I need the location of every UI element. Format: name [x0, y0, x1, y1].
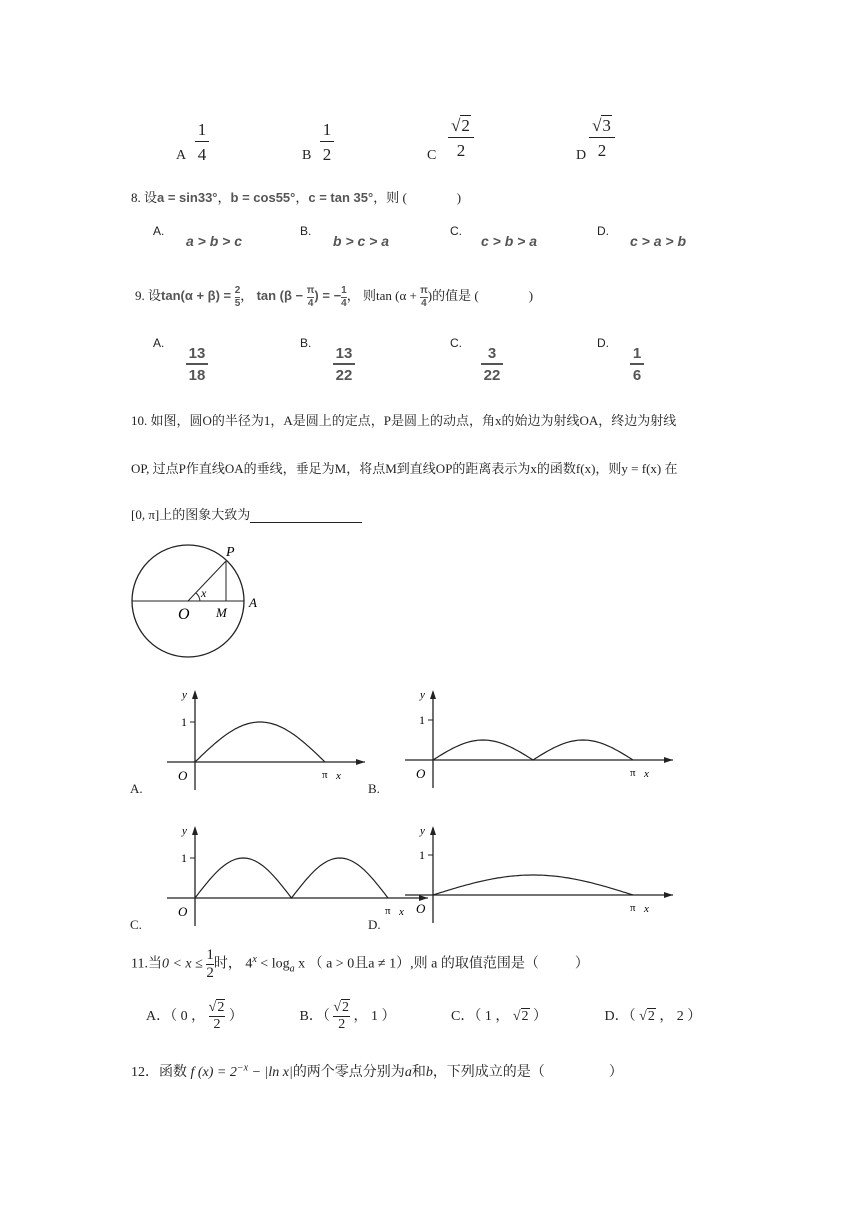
- q11-option-b: B．（ $\frac{√2}{2}$ ， 1 ）: [299, 1000, 396, 1033]
- x-axis-label: x: [644, 903, 649, 915]
- y-tick-label-1: 1: [419, 848, 425, 862]
- q8-option-d-letter: D.: [597, 224, 609, 238]
- q10-line-2: OP, 过点P作直线OA的垂线，垂足为M，将点M到直线OP的距离表示为x的函数f(x)，则y = f(x) 在: [131, 461, 678, 476]
- y-axis-arrow: [192, 690, 198, 699]
- y-axis-arrow: [430, 826, 436, 835]
- q9-stem: 9. 设$\tan(\alpha + \beta) = \frac{2}{5}$， $\tan (\beta - \frac{\pi}{4}) = -\frac{1}{4}$， 则$\tan (\alpha + \frac{\pi}{4})$的值是 ( ): [135, 284, 534, 309]
- y-axis-arrow: [430, 690, 436, 699]
- x-axis-label: x: [399, 906, 404, 918]
- graph-curve: [433, 875, 633, 895]
- graph-curve: [195, 722, 325, 762]
- y-axis-arrow: [192, 826, 198, 835]
- graph-curve: [433, 740, 633, 760]
- q9-option-a-letter: A.: [153, 336, 165, 350]
- q11-stem: 11.当$0 < x \le \frac{1}{2}$时， $4^x < \log_a x$ （ a > 0且a ≠ 1）,则 a 的取值范围是（ ）: [131, 946, 589, 981]
- q9-option-c-letter: C.: [450, 336, 462, 350]
- q8-option-a-expr: a > b > c: [186, 233, 243, 249]
- q11-option-a: A．（ 0 ， $\frac{√2}{2}$ ）: [146, 1000, 243, 1033]
- q9-option-d-letter: D.: [597, 336, 609, 350]
- graph-d: [368, 820, 649, 938]
- q9-option-b-letter: B.: [300, 336, 312, 350]
- graph-d-letter: D.: [368, 917, 381, 932]
- q8-stem: 8. 设a = sin33°，b = cos55°，c = tan 35°，则 ( ): [131, 190, 462, 205]
- q9-option-d-fraction: 1 6: [630, 346, 644, 383]
- circle-label-p: P: [226, 545, 235, 560]
- q7-option-b-letter: B: [302, 148, 312, 163]
- origin-label: O: [178, 904, 188, 919]
- graph-c-letter: C.: [130, 917, 142, 932]
- graph-a: [130, 684, 370, 802]
- q11-option-d: D．（ √2 ， 2 ）: [604, 1009, 702, 1024]
- y-tick-label-1: 1: [181, 851, 187, 865]
- circle-label-a: A: [249, 595, 257, 610]
- circle-label-x: x: [201, 586, 207, 600]
- q10-circle-figure: [128, 542, 278, 662]
- x-tick-label-pi: π: [385, 905, 391, 917]
- x-tick-label-pi: π: [322, 769, 328, 781]
- origin-label: O: [416, 901, 426, 916]
- q8-option-b-letter: B.: [300, 224, 312, 238]
- origin-label: O: [416, 766, 426, 781]
- circle-label-o: O: [178, 606, 190, 623]
- x-axis-label: x: [336, 770, 341, 782]
- graph-a-letter: A.: [130, 781, 143, 796]
- q10-line-3: [0, π]上的图象大致为: [131, 504, 362, 523]
- q11-options: [146, 1000, 701, 1034]
- x-axis-arrow: [664, 757, 673, 763]
- q8-option-a-letter: A.: [153, 224, 165, 238]
- q7-option-c-letter: C: [427, 148, 437, 163]
- x-axis-label: x: [644, 768, 649, 780]
- q11-option-c: C．（ 1 ， √2 ）: [451, 1009, 548, 1024]
- q8-option-d-expr: c > a > b: [630, 233, 687, 249]
- q7-option-b-fraction: 1 2: [320, 121, 334, 163]
- q7-option-d-letter: D: [576, 148, 587, 163]
- graph-c: [130, 820, 404, 938]
- graph-b: [368, 684, 649, 802]
- q9-option-b-fraction: 13 22: [333, 346, 355, 383]
- q7-option-a-letter: A: [176, 148, 187, 163]
- x-axis-arrow: [664, 892, 673, 898]
- q9-option-a-fraction: 13 18: [186, 346, 208, 383]
- y-axis-label: y: [182, 689, 187, 701]
- y-axis-label: y: [182, 825, 187, 837]
- x-tick-label-pi: π: [630, 767, 636, 779]
- circle-label-m: M: [216, 605, 227, 620]
- q8-option-b-expr: b > c > a: [333, 233, 390, 249]
- y-tick-label-1: 1: [419, 713, 425, 727]
- y-tick-label-1: 1: [181, 715, 187, 729]
- q10-line-1: 10. 如图，圆O的半径为1，A是圆上的定点，P是圆上的动点，角x的始边为射线OA，终边为射线: [131, 413, 677, 428]
- y-axis-label: y: [420, 689, 425, 701]
- q9-option-c-fraction: 3 22: [481, 346, 503, 383]
- graph-curve: [195, 858, 388, 898]
- origin-label: O: [178, 768, 188, 783]
- q7-option-c-fraction: √2 2: [448, 117, 474, 159]
- q8-option-c-expr: c > b > a: [481, 233, 538, 249]
- y-axis-label: y: [420, 825, 425, 837]
- q8-option-c-letter: C.: [450, 224, 462, 238]
- q12-stem: 12．函数 f $(x) = 2^{-x} - |\ln$ x|的两个零点分别为a和b，下列成立的是（ ）: [131, 1062, 623, 1080]
- q7-option-a-fraction: 1 4: [195, 121, 209, 163]
- x-tick-label-pi: π: [630, 902, 636, 914]
- graph-b-letter: B.: [368, 781, 380, 796]
- x-axis-arrow: [356, 759, 365, 765]
- q7-option-d-fraction: √3 2: [589, 117, 615, 159]
